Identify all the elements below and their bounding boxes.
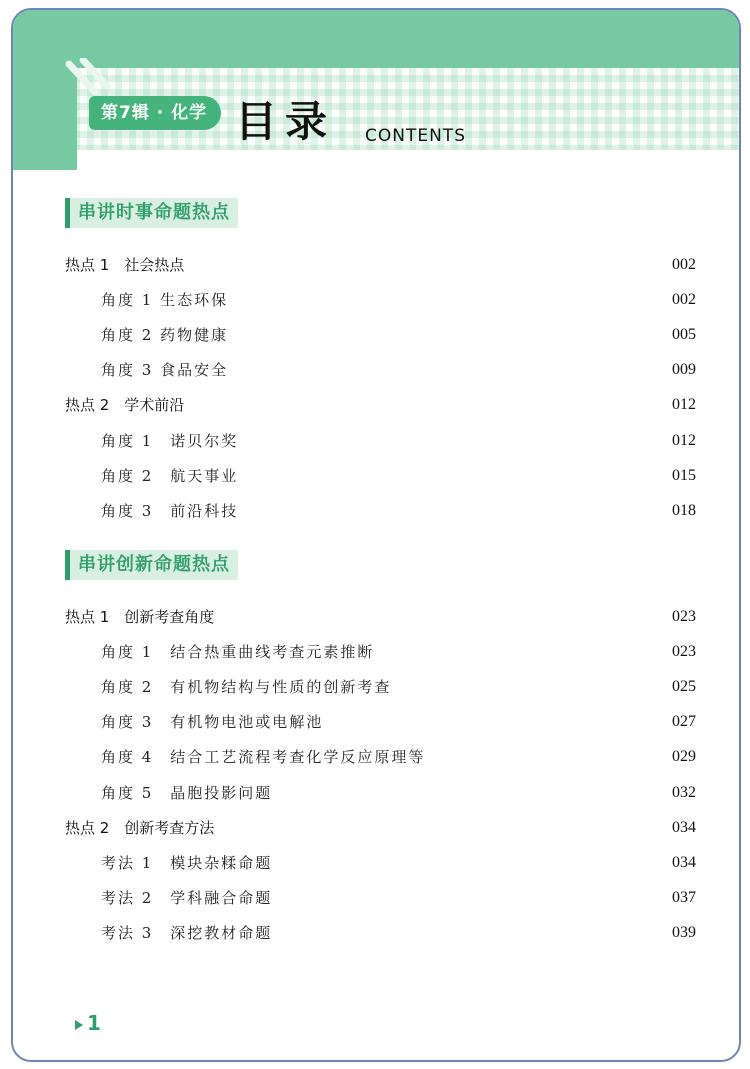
page-number-text: 1 bbox=[87, 1011, 101, 1035]
toc-entry-label: 角度 1 诺贝尔奖 bbox=[101, 431, 239, 450]
toc-entry-label: 角度 2 航天事业 bbox=[101, 466, 239, 485]
toc-entry-label: 热点 1 社会热点 bbox=[65, 256, 185, 274]
toc-entry-label: 角度 5 晶胞投影问题 bbox=[101, 783, 273, 802]
toc-entry-page: 023 bbox=[672, 643, 696, 661]
toc-entry-label: 角度 3 食品安全 bbox=[101, 361, 229, 380]
page-number bbox=[75, 1010, 101, 1036]
toc-entry-subtopic[interactable] bbox=[13, 639, 739, 665]
toc-entry-page: 009 bbox=[672, 361, 696, 379]
toc-entry-subtopic[interactable] bbox=[13, 850, 739, 876]
toc-entry-page: 012 bbox=[672, 431, 696, 449]
toc-entry-subtopic[interactable] bbox=[13, 709, 739, 735]
toc-entry-label: 角度 1 结合热重曲线考查元素推断 bbox=[101, 643, 375, 662]
toc-entry-label: 角度 4 结合工艺流程考查化学反应原理等 bbox=[101, 748, 426, 767]
toc-entry-subtopic[interactable] bbox=[13, 674, 739, 700]
toc-entry-subtopic[interactable] bbox=[13, 357, 739, 383]
toc-entry-page: 034 bbox=[672, 853, 696, 871]
toc-entry-label: 角度 3 前沿科技 bbox=[101, 501, 239, 520]
toc-entry-hotspot[interactable] bbox=[13, 815, 739, 841]
toc-entry-subtopic[interactable] bbox=[13, 885, 739, 911]
toc-entry-page: 039 bbox=[672, 923, 696, 941]
toc-entry-subtopic[interactable] bbox=[13, 498, 739, 524]
section-header: 串讲时事命题热点 bbox=[65, 198, 238, 228]
toc-entry-label: 角度 3 有机物电池或电解池 bbox=[101, 713, 324, 732]
toc-entry-page: 037 bbox=[672, 888, 696, 906]
toc-entry-subtopic[interactable] bbox=[13, 780, 739, 806]
toc-entry-subtopic[interactable] bbox=[13, 322, 739, 348]
toc-entry-label: 角度 2 有机物结构与性质的创新考查 bbox=[101, 678, 392, 697]
toc-entry-label: 角度 1 生态环保 bbox=[101, 291, 229, 310]
toc-entry-page: 002 bbox=[672, 291, 696, 309]
toc-entry-label: 考法 3 深挖教材命题 bbox=[101, 923, 273, 942]
toc-entry-subtopic[interactable] bbox=[13, 287, 739, 313]
toc-entry-label: 考法 1 模块杂糅命题 bbox=[101, 853, 273, 872]
toc-entry-hotspot[interactable] bbox=[13, 604, 739, 630]
toc-entry-page: 025 bbox=[672, 678, 696, 696]
toc-entry-page: 032 bbox=[672, 783, 696, 801]
toc-entry-page: 023 bbox=[672, 608, 696, 625]
toc-entry-label: 热点 2 学术前沿 bbox=[65, 396, 185, 415]
toc-entry-label: 角度 2 药物健康 bbox=[101, 326, 229, 345]
toc-entry-label: 考法 2 学科融合命题 bbox=[101, 888, 273, 907]
toc-entry-label: 热点 2 创新考查方法 bbox=[65, 818, 215, 837]
toc-entry-subtopic[interactable] bbox=[13, 428, 739, 454]
edition-badge: 第7辑 · 化学 bbox=[89, 96, 221, 130]
toc-entry-page: 005 bbox=[672, 326, 696, 344]
toc-entry-hotspot[interactable] bbox=[13, 252, 739, 278]
triangle-icon bbox=[75, 1020, 83, 1030]
toc-entry-subtopic[interactable] bbox=[13, 463, 739, 489]
toc-entry-subtopic[interactable] bbox=[13, 920, 739, 946]
toc-entry-label: 热点 1 创新考查角度 bbox=[65, 608, 215, 626]
toc-entry-page: 015 bbox=[672, 466, 696, 484]
toc-entry-page: 029 bbox=[672, 748, 696, 766]
toc-entry-page: 034 bbox=[672, 818, 696, 836]
toc-entry-page: 002 bbox=[672, 256, 696, 273]
page-subtitle: CONTENTS bbox=[365, 126, 466, 146]
toc-entry-page: 027 bbox=[672, 713, 696, 731]
section-header: 串讲创新命题热点 bbox=[65, 550, 238, 580]
toc-entry-page: 012 bbox=[672, 396, 696, 414]
toc-entry-hotspot[interactable] bbox=[13, 392, 739, 418]
toc-entry-page: 018 bbox=[672, 501, 696, 519]
page-frame bbox=[11, 8, 741, 1062]
page-title: 目录 bbox=[235, 97, 336, 146]
toc-entry-subtopic[interactable] bbox=[13, 744, 739, 770]
